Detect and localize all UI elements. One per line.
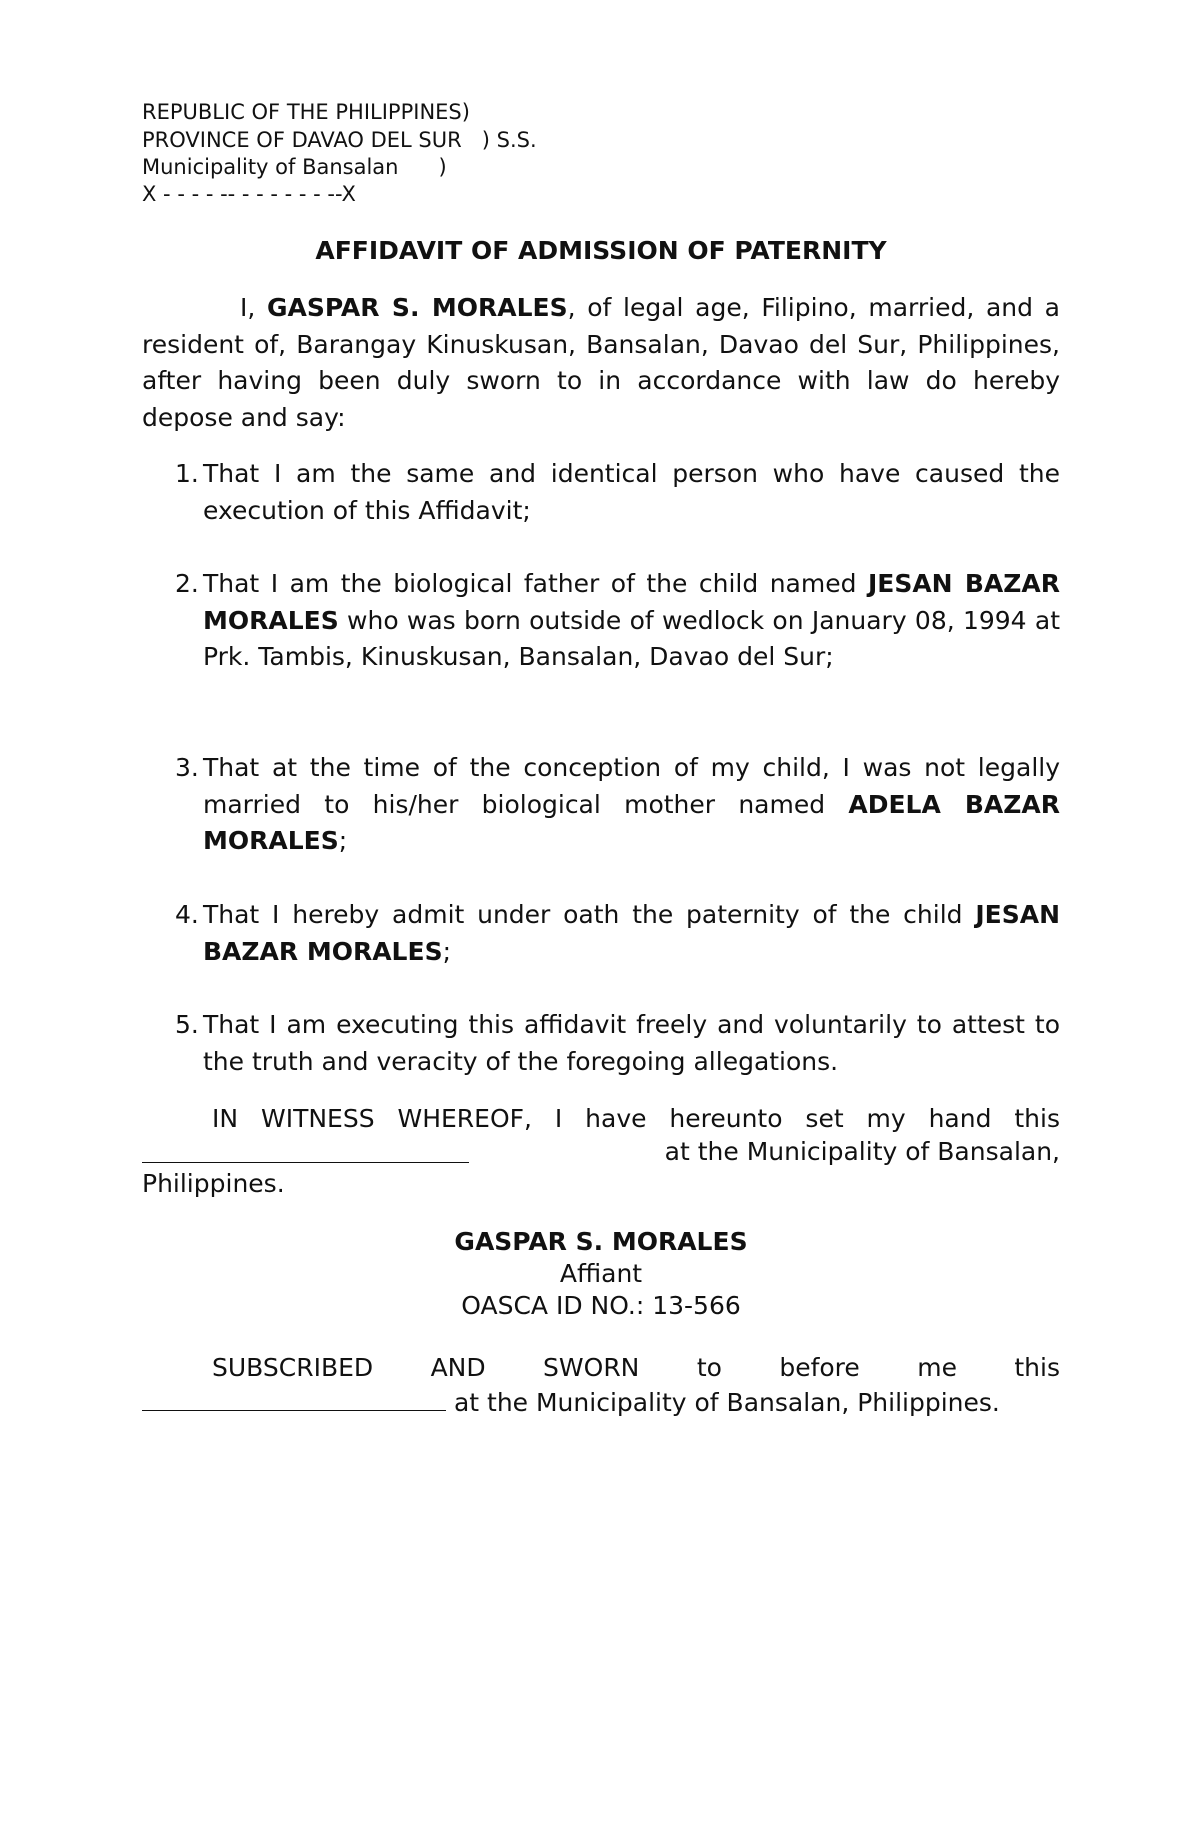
item-number: 1. bbox=[175, 459, 199, 488]
document-title: AFFIDAVIT OF ADMISSION OF PATERNITY bbox=[315, 236, 887, 265]
list-item bbox=[175, 750, 1060, 860]
item-number: 5. bbox=[175, 1010, 199, 1039]
child-name: JESAN BAZAR MORALES bbox=[203, 900, 1060, 966]
mother-name: ADELA BAZAR MORALES bbox=[203, 789, 1060, 855]
caption-province: PROVINCE OF DAVAO DEL SUR ) S.S. bbox=[142, 128, 537, 152]
item-number: 2. bbox=[175, 569, 199, 598]
caption-municipality: Municipality of Bansalan ) bbox=[142, 155, 447, 179]
witness-line-1: IN WITNESS WHEREOF, I have hereunto set my hand this bbox=[212, 1104, 1060, 1133]
item-text: That I am executing this affidavit freely and voluntarily to attest to the truth and veracity of the foregoing allegations. bbox=[203, 1010, 1060, 1076]
jurat-line-1: SUBSCRIBED AND SWORN to before me this bbox=[212, 1353, 1060, 1382]
witness-line-3: Philippines. bbox=[142, 1169, 285, 1198]
jurat-line-2 bbox=[142, 1382, 1060, 1422]
list-item bbox=[175, 897, 1060, 970]
list-item bbox=[175, 456, 1060, 529]
caption-republic: REPUBLIC OF THE PHILIPPINES) bbox=[142, 100, 470, 124]
item-text: That I am the biological father of the child named JESAN BAZAR MORALES who was born outside of wedlock on January 08, 1994 at Prk. Tambis, Kinuskusan, Bansalan, Davao del Sur; bbox=[203, 569, 1060, 671]
child-name: JESAN BAZAR MORALES bbox=[203, 569, 1060, 635]
item-number: 4. bbox=[175, 900, 199, 929]
signatory-id: OASCA ID NO.: 13-566 bbox=[461, 1291, 741, 1320]
item-number: 3. bbox=[175, 753, 199, 782]
item-text: That at the time of the conception of my child, I was not legally married to his/her biological mother named ADELA BAZAR MORALES; bbox=[203, 753, 1060, 855]
intro-pre: I, bbox=[240, 293, 267, 322]
caption-separator: X - - - - -- - - - - - - --X bbox=[142, 182, 356, 206]
date-blank-line bbox=[142, 1134, 469, 1163]
witness-location: at the Municipality of Bansalan, bbox=[664, 1137, 1060, 1166]
jurat-location: at the Municipality of Bansalan, Philippines. bbox=[446, 1388, 1000, 1417]
intro-paragraph bbox=[142, 290, 1060, 436]
jurat-date-blank-line bbox=[142, 1382, 446, 1411]
signatory-name: GASPAR S. MORALES bbox=[454, 1227, 748, 1256]
signatory-role: Affiant bbox=[559, 1259, 643, 1288]
item-text: That I hereby admit under oath the paternity of the child JESAN BAZAR MORALES; bbox=[203, 900, 1060, 966]
intro-post: , of legal age, Filipino, married, and a resident of, Barangay Kinuskusan, Bansalan, Davao del Sur, Philippines, after having been duly sworn to in accordance with law do hereby depose and say: bbox=[142, 293, 1060, 432]
affiant-name: GASPAR S. MORALES bbox=[267, 293, 568, 322]
list-item bbox=[175, 1007, 1060, 1080]
list-item bbox=[175, 566, 1060, 676]
item-text: That I am the same and identical person who have caused the execution of this Affidavit; bbox=[203, 459, 1060, 525]
